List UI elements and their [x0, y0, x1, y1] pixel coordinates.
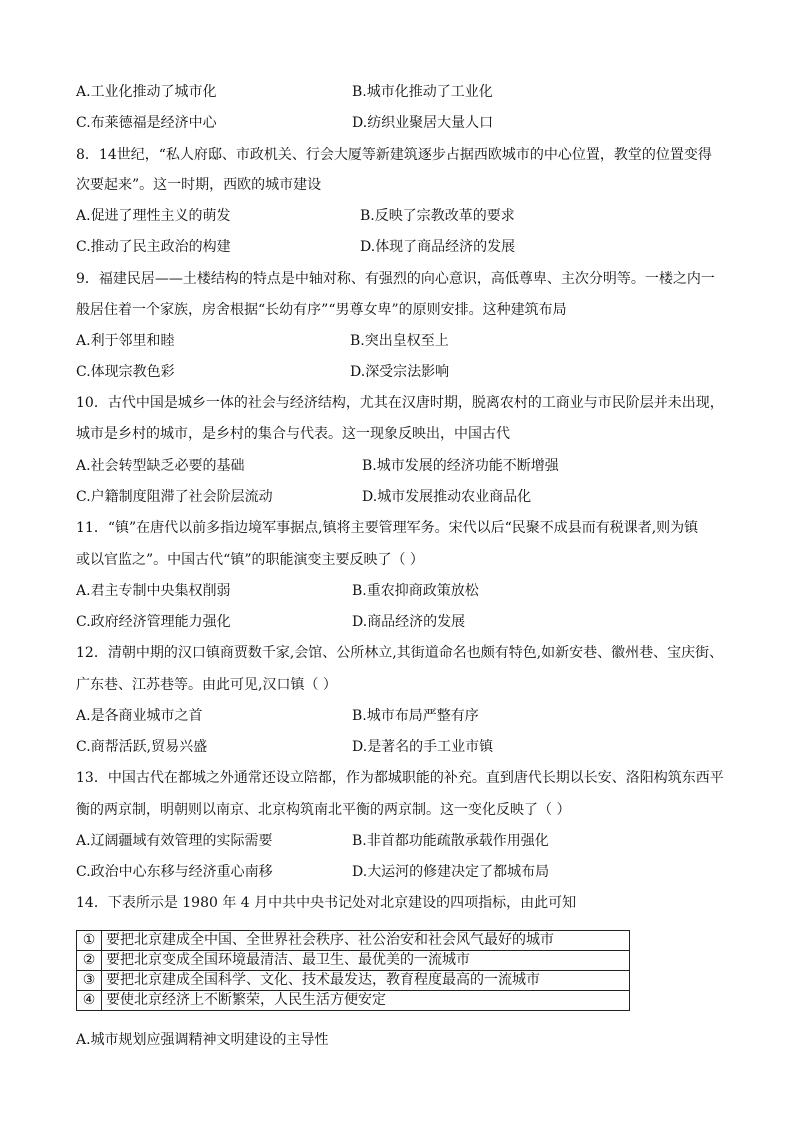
option-c: C.政治中心东移与经济重心南移: [76, 864, 273, 880]
question-13-stem-line1: 13．中国古代在都城之外通常还设立陪都，作为都城职能的补充。直到唐代长期以长安、洛阳构筑东西平: [76, 770, 724, 786]
question-9-stem-line2: 般居住着一个家族，房舍根据“长幼有序”“男尊女卑”的原则安排。这种建筑布局: [76, 302, 567, 318]
option-a: A.工业化推动了城市化: [76, 84, 217, 100]
question-11-stem-line2: 或以官监之”。中国古代“镇”的职能演变主要反映了（ ）: [76, 552, 424, 568]
question-12-stem-line2: 广东巷、江苏巷等。由此可见,汉口镇（ ）: [76, 677, 337, 693]
option-c: C.户籍制度阻滞了社会阶层流动: [76, 489, 273, 505]
option-a: A.君主专制中央集权削弱: [76, 583, 231, 599]
question-11-stem-line1: 11．“镇”在唐代以前多指边境军事据点,镇将主要管理军务。宋代以后“民聚不成县而有税课者,则为镇: [76, 520, 699, 536]
table-row: [77, 991, 630, 1011]
question-8-stem-line2: 次要起来”。这一时期，西欧的城市建设: [76, 177, 322, 193]
option-c: C.商帮活跃,贸易兴盛: [76, 739, 208, 755]
question-13-stem-line2: 衡的两京制，明朝则以南京、北京构筑南北平衡的两京制。这一变化反映了（ ）: [76, 802, 571, 818]
table-cell-text: 要把北京建成全中国、全世界社会秩序、社公治安和社会风气最好的城市: [102, 931, 630, 951]
option-a: A.促进了理性主义的萌发: [76, 208, 231, 224]
option-a: A.辽阔疆域有效管理的实际需要: [76, 833, 273, 849]
option-b: B.非首都功能疏散承载作用强化: [352, 833, 549, 849]
table-row: [77, 931, 630, 951]
indicators-table: [76, 930, 630, 1011]
table-cell-text: 要使北京经济上不断繁荣，人民生活方便安定: [102, 991, 630, 1011]
option-d: D.是著名的手工业市镇: [352, 739, 494, 755]
option-b: B.城市布局严整有序: [352, 708, 479, 724]
table-row: [77, 971, 630, 991]
question-10-stem-line2: 城市是乡村的城市，是乡村的集合与代表。这一现象反映出，中国古代: [76, 426, 510, 442]
option-a: A.利于邻里和睦: [76, 333, 175, 349]
question-14-stem-line1: 14．下表所示是 1980 年 4 月中共中央书记处对北京建设的四项指标，由此可知: [76, 895, 577, 911]
option-b: B.重农抑商政策放松: [352, 583, 479, 599]
table-cell-num: ②: [77, 951, 102, 971]
table-cell-num: ①: [77, 931, 102, 951]
question-9-stem-line1: 9．福建民居——土楼结构的特点是中轴对称、有强烈的向心意识，高低尊卑、主次分明等。一楼之内一: [76, 271, 715, 287]
option-d: D.纺织业聚居大量人口: [352, 115, 494, 131]
question-12-stem-line1: 12．清朝中期的汉口镇商贾数千家,会馆、公所林立,其街道命名也颇有特色,如新安巷、徽州巷、宝庆街、: [76, 645, 724, 661]
option-b: B.城市发展的经济功能不断增强: [362, 458, 559, 474]
table-cell-text: 要把北京建成全国科学、文化、技术最发达，教育程度最高的一流城市: [102, 971, 630, 991]
option-d: D.深受宗法影响: [350, 364, 450, 380]
option-b: B.突出皇权至上: [350, 333, 449, 349]
option-d: D.大运河的修建决定了都城布局: [352, 864, 550, 880]
option-d: D.城市发展推动农业商品化: [362, 489, 532, 505]
option-a: A.城市规划应强调精神文明建设的主导性: [76, 1032, 329, 1048]
option-b: B.反映了宗教改革的要求: [360, 208, 515, 224]
option-b: B.城市化推动了工业化: [352, 84, 493, 100]
option-c: C.布莱德福是经济中心: [76, 115, 217, 131]
question-10-stem-line1: 10．古代中国是城乡一体的社会与经济结构，尤其在汉唐时期，脱离农村的工商业与市民阶层并未出现，: [76, 395, 724, 411]
table-cell-text: 要把北京变成全国环境最清洁、最卫生、最优美的一流城市: [102, 951, 630, 971]
table-cell-num: ③: [77, 971, 102, 991]
option-a: A.是各商业城市之首: [76, 708, 203, 724]
option-c: C.体现宗教色彩: [76, 364, 175, 380]
table-row: [77, 951, 630, 971]
option-c: C.推动了民主政治的构建: [76, 239, 231, 255]
question-8-stem-line1: 8．14世纪，“私人府邸、市政机关、行会大厦等新建筑逐步占据西欧城市的中心位置，教堂的位置变得: [76, 147, 712, 163]
option-d: D.商品经济的发展: [352, 614, 466, 630]
option-c: C.政府经济管理能力强化: [76, 614, 231, 630]
option-d: D.体现了商品经济的发展: [360, 239, 516, 255]
option-a: A.社会转型缺乏必要的基础: [76, 458, 245, 474]
table-cell-num: ④: [77, 991, 102, 1011]
